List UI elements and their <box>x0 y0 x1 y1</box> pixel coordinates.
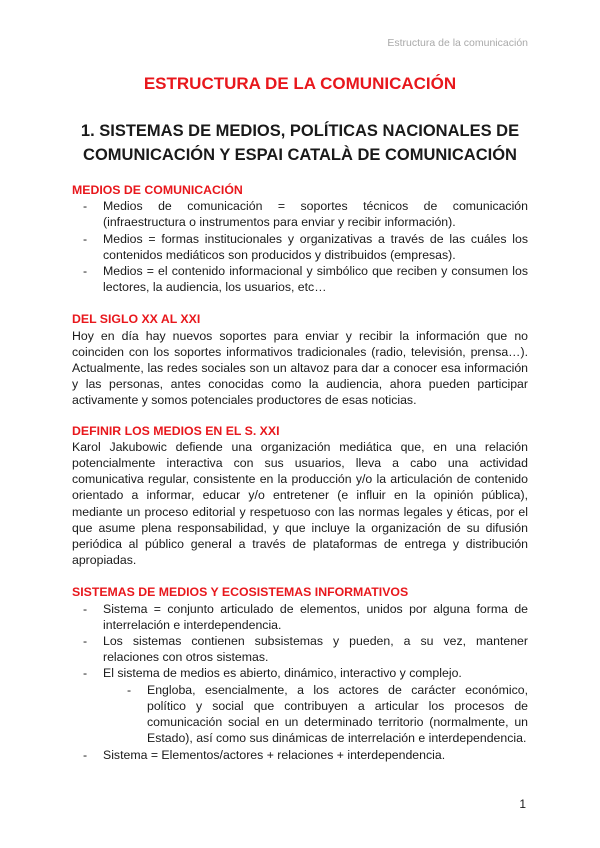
heading-definir: DEFINIR LOS MEDIOS EN EL S. XXI <box>72 423 280 438</box>
heading-medios: MEDIOS DE COMUNICACIÓN <box>72 183 243 197</box>
list-item-text: El sistema de medios es abierto, dinámico, interactivo y complejo. <box>103 666 462 681</box>
list-item <box>103 665 528 746</box>
document-title: ESTRUCTURA DE LA COMUNICACIÓN <box>143 74 457 93</box>
list-item: - Sistema = Elementos/actores + relaciones + interdependencia. <box>103 747 528 763</box>
list-item: - Sistema = conjunto articulado de elementos, unidos por alguna forma de interrelación e interdependencia. <box>103 601 528 633</box>
medios-list <box>72 198 528 295</box>
sistemas-sublist <box>103 682 528 747</box>
list-item: - Medios = el contenido informacional y simbólico que reciben y consumen los lectores, la audiencia, los usuarios, etc… <box>103 263 528 295</box>
paragraph-siglo: Hoy en día hay nuevos soportes para enviar y recibir la información que no coinciden con los soportes informativos tradicionales (radio, televisión, prensa…). Actualmente, las redes sociales son un altavoz para dar a conocer esa información y las personas, antes conocidas como la audiencia, ahora pueden participar activamente y somos potenciales productores de esas noticias. <box>72 328 528 408</box>
list-item: - Medios de comunicación = soportes técnicos de comunicación (infraestructura o instrumentos para enviar y recibir información). <box>103 198 528 230</box>
list-item: - Medios = formas institucionales y organizativas a través de las cuáles los contenidos mediáticos son producidos y distribuidos (empresas). <box>103 231 528 263</box>
page-number: 1 <box>519 797 526 811</box>
running-header: Estructura de la comunicación <box>387 37 528 49</box>
sistemas-list <box>72 601 528 763</box>
sub-list-item: - Engloba, esencialmente, a los actores de carácter económico, político y social que contribuyen a articular los procesos de comunicación social en un determinado territorio (normalmente, un Estado), así como sus dinámicas de interrelación e interdependencia. <box>147 682 528 747</box>
section-title: 1. SISTEMAS DE MEDIOS, POLÍTICAS NACIONALES DE COMUNICACIÓN Y ESPAI CATALÀ DE COMUNICACIÓN <box>80 122 520 164</box>
heading-sistemas: SISTEMAS DE MEDIOS Y ECOSISTEMAS INFORMATIVOS <box>72 585 409 600</box>
document-body <box>72 182 528 763</box>
list-item: - Los sistemas contienen subsistemas y pueden, a su vez, mantener relaciones con otros sistemas. <box>103 633 528 665</box>
paragraph-definir: Karol Jakubowic defiende una organización mediática que, en una relación potencialmente interactiva con sus usuarios, lleva a cabo una actividad comunicativa regular, consistente en la producción y/o la articulación de contenido orientado a informar, educar y/o entretener (e influir en la opinión pública), mediante un proceso editorial y respetuoso con las normas legales y éticas, por el que asume plena responsabilidad, y que incluye la organización de su difusión periódica al público general a través de plataformas de entrega y distribución apropiadas. <box>72 439 528 568</box>
heading-siglo: DEL SIGLO XX AL XXI <box>72 312 201 327</box>
